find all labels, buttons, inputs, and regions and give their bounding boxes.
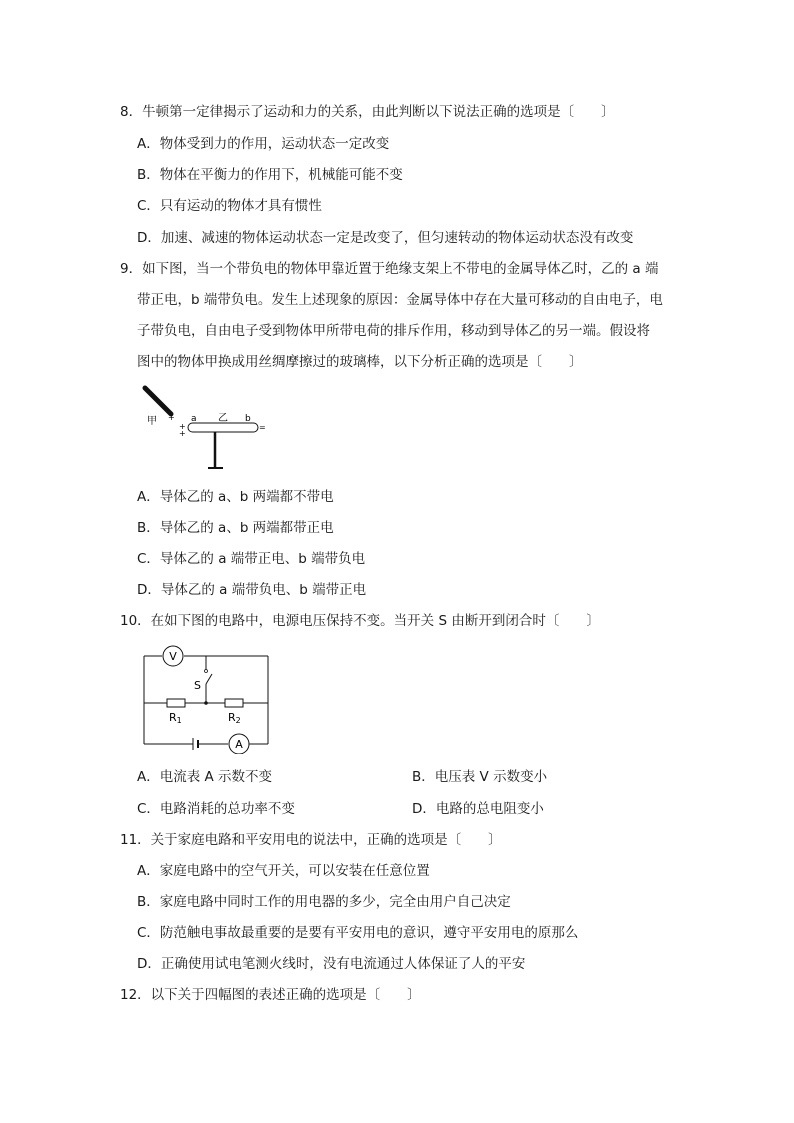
q12-stem: 12．以下关于四幅图的表述正确的选项是〔 〕 (120, 987, 421, 1003)
q11-option-b: B．家庭电路中同时工作的用电器的多少，完全由用户自己决定 (137, 894, 511, 910)
switch-s (206, 674, 212, 684)
q9-stem-line-2: 带正电，b 端带负电。发生上述现象的原因：金属导体中存在大量可移动的自由电子，电 (137, 292, 663, 308)
q9-option-d: D．导体乙的 a 端带负电、b 端带正电 (137, 582, 367, 598)
q8-option-b: B．物体在平衡力的作用下，机械能可能不变 (137, 167, 403, 183)
q11-option-a: A．家庭电路中的空气开关，可以安装在任意位置 (137, 863, 430, 879)
q8-stem: 8．牛顿第一定律揭示了运动和力的关系，由此判断以下说法正确的选项是〔 〕 (120, 104, 615, 120)
label-b: b (245, 414, 251, 424)
q10-option-d: D．电路的总电阻变小 (412, 801, 544, 817)
q9-option-b: B．导体乙的 a、b 两端都带正电 (137, 520, 334, 536)
r2-label: R2 (228, 711, 241, 725)
q11-stem: 11．关于家庭电路和平安用电的说法中，正确的选项是〔 〕 (120, 832, 502, 848)
a-end-charge-marks: + (179, 422, 186, 431)
metal-conductor (188, 423, 258, 432)
ammeter-label: A (235, 738, 243, 751)
label-jia: 甲 (147, 416, 157, 427)
q9-stem-line-4: 图中的物体甲换成用丝绸摩擦过的玻璃棒，以下分析正确的选项是〔 〕 (137, 354, 583, 370)
rod-charge-marks: + (168, 413, 175, 422)
q9-option-a: A．导体乙的 a、b 两端都不带电 (137, 489, 334, 505)
q9-stem-line-3: 子带负电，自由电子受到物体甲所带电荷的排斥作用，移动到导体乙的另一端。假设将 (137, 323, 650, 339)
voltmeter-label: V (169, 650, 177, 663)
q8-option-c: C．只有运动的物体才具有惯性 (137, 198, 322, 214)
q11-option-d: D．正确使用试电笔测火线时，没有电流通过人体保证了人的平安 (137, 956, 526, 972)
resistor-r1 (167, 699, 185, 707)
charged-rod (145, 388, 171, 414)
q8-option-a: A．物体受到力的作用，运动状态一定改变 (137, 136, 390, 152)
q9-stem-line-1: 9．如下图，当一个带负电的物体甲靠近置于绝缘支架上不带电的金属导体乙时，乙的 a 端 (120, 261, 659, 277)
resistor-r2 (225, 699, 243, 707)
svg-text:+: + (179, 429, 186, 438)
q10-option-a: A．电流表 A 示数不变 (137, 769, 273, 785)
q11-option-c: C．防范触电事故最重要的是要有平安用电的意识，遵守平安用电的原那么 (137, 925, 579, 941)
label-a: a (191, 414, 197, 424)
q10-option-c: C．电路消耗的总功率不变 (137, 801, 295, 817)
b-end-charge-marks: = (259, 423, 266, 432)
r1-label: R1 (169, 711, 182, 725)
q10-circuit-diagram (138, 644, 274, 754)
q10-stem: 10．在如下图的电路中，电源电压保持不变。当开关 S 由断开到闭合时〔 〕 (120, 613, 600, 629)
switch-label: S (194, 679, 201, 692)
q9-figure-charged-rod-and-conductor (138, 384, 270, 472)
label-yi: 乙 (218, 413, 228, 424)
q10-option-b: B．电压表 V 示数变小 (412, 769, 548, 785)
q8-option-d: D．加速、减速的物体运动状态一定是改变了，但匀速转动的物体运动状态没有改变 (137, 230, 634, 246)
q9-option-c: C．导体乙的 a 端带正电、b 端带负电 (137, 551, 366, 567)
